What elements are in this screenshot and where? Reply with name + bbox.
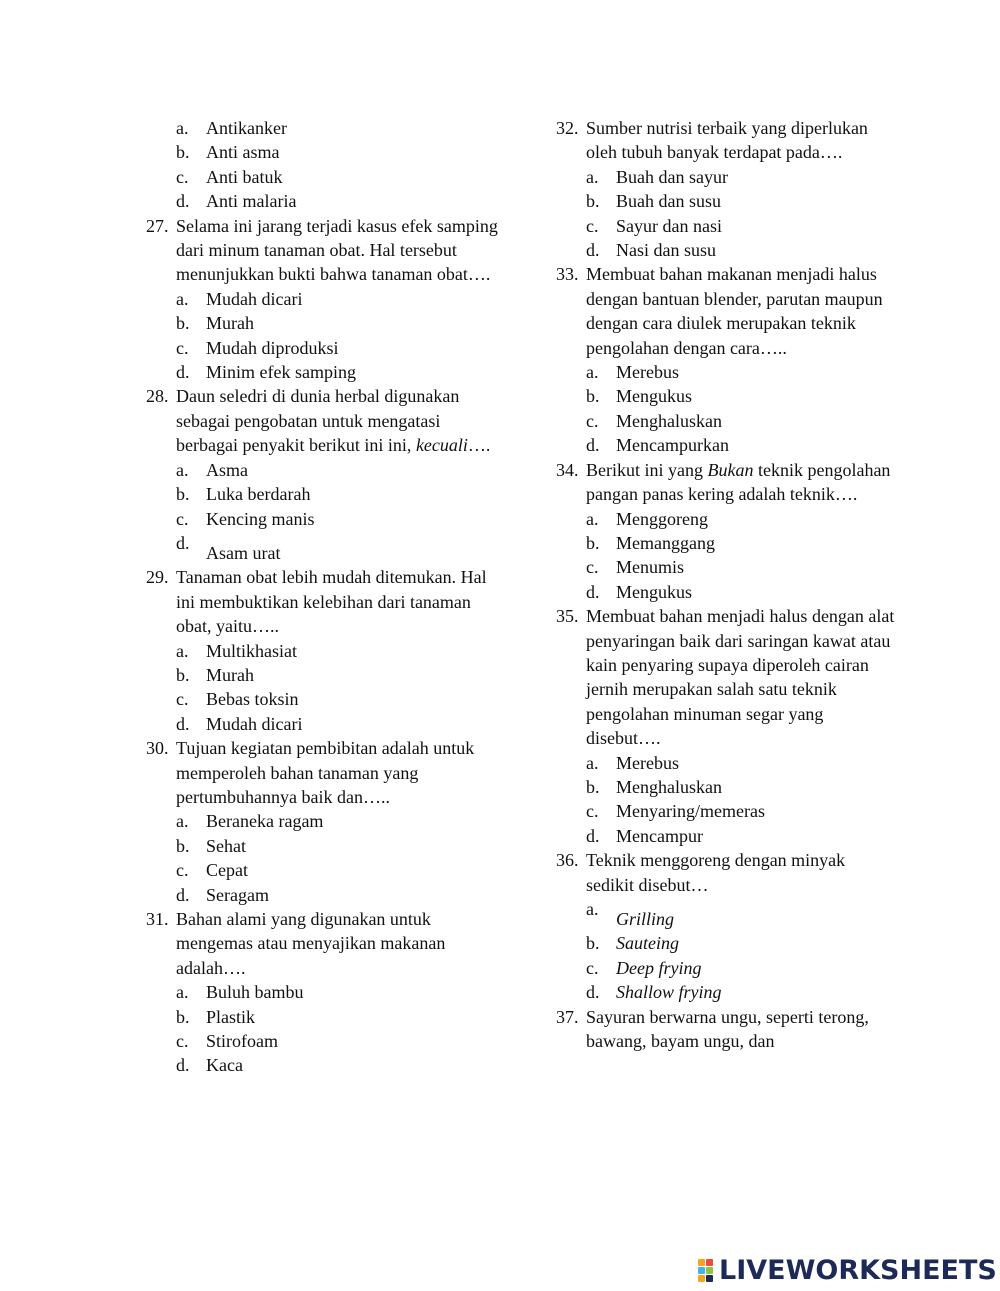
right-column — [556, 116, 896, 1053]
question-text: Daun seledri di dunia herbal digunakan sebagai pengobatan untuk mengatasi berbagai penyakit berikut ini ini, — [176, 386, 460, 456]
option-letter: c. — [176, 508, 189, 529]
question-number: 32. — [556, 118, 579, 138]
answer-option[interactable] — [556, 189, 896, 213]
option-letter: b. — [176, 664, 190, 685]
option-text: Mudah diproduksi — [206, 337, 339, 358]
option-text: Murah — [206, 313, 254, 334]
option-text: Cepat — [206, 860, 248, 881]
option-text: Kaca — [206, 1055, 243, 1076]
answer-option[interactable] — [146, 1053, 506, 1077]
option-text: Anti batuk — [206, 166, 283, 187]
left-column — [146, 116, 506, 1078]
option-letter: c. — [586, 957, 599, 978]
question-number: 31. — [146, 909, 169, 929]
answer-option[interactable] — [146, 687, 506, 711]
option-letter: a. — [176, 288, 189, 309]
answer-option[interactable] — [146, 507, 506, 531]
option-text: Stirofoam — [206, 1031, 278, 1052]
option-text: Asam urat — [206, 542, 281, 563]
question-text: Teknik menggoreng dengan minyak sedikit disebut… — [586, 850, 846, 895]
answer-option[interactable] — [556, 507, 896, 531]
question-text: Sayuran berwarna ungu, seperti terong, bawang, bayam ungu, dan — [586, 1006, 869, 1052]
option-text: Asma — [206, 459, 248, 480]
answer-option[interactable] — [146, 360, 506, 384]
answer-option[interactable] — [146, 531, 506, 565]
option-letter: c. — [176, 689, 189, 710]
answer-option[interactable] — [556, 956, 896, 980]
option-letter: b. — [586, 933, 600, 954]
option-letter: a. — [176, 459, 189, 480]
option-letter: c. — [586, 410, 599, 431]
option-text: Sehat — [206, 835, 246, 856]
option-letter: c. — [176, 337, 189, 358]
answer-option[interactable] — [146, 189, 506, 213]
option-letter: d. — [176, 532, 190, 553]
answer-option[interactable] — [146, 140, 506, 164]
emphasis-text: kecuali — [415, 435, 468, 456]
answer-option[interactable] — [556, 555, 896, 579]
option-text: Menyaring/memeras — [616, 801, 765, 822]
option-letter: c. — [586, 801, 599, 822]
question-text: Sumber nutrisi terbaik yang diperlukan oleh tubuh banyak terdapat pada…. — [586, 118, 868, 163]
option-text: Merebus — [616, 362, 679, 383]
question-number: 33. — [556, 264, 579, 285]
question-number: 27. — [146, 215, 169, 236]
answer-option[interactable] — [146, 663, 506, 687]
option-text: Beraneka ragam — [206, 811, 324, 832]
answer-option[interactable] — [556, 931, 896, 955]
question-text: Bahan alami yang digunakan untuk mengemas atau menyajikan makanan adalah…. — [176, 909, 446, 978]
option-text: Nasi dan susu — [616, 240, 716, 261]
option-text: Plastik — [206, 1006, 256, 1027]
option-text: Menghaluskan — [616, 410, 722, 431]
option-letter: b. — [176, 835, 190, 856]
option-text: Mudah dicari — [206, 288, 303, 309]
answer-option[interactable] — [146, 1005, 506, 1029]
option-text: Merebus — [616, 752, 679, 773]
question-text-tail: …. — [467, 435, 491, 456]
answer-option[interactable] — [146, 639, 506, 663]
question-text: Membuat bahan makanan menjadi halus dengan bantuan blender, parutan maupun dengan cara diulek merupakan teknik pengolahan dengan cara….. — [586, 264, 883, 358]
emphasis-text: Shallow frying — [616, 982, 722, 1003]
answer-option[interactable] — [556, 980, 896, 1004]
question-27 — [146, 214, 506, 287]
option-letter: b. — [176, 484, 190, 505]
option-text: Mengukus — [616, 386, 692, 407]
option-letter: b. — [586, 532, 600, 553]
question-29 — [146, 565, 506, 638]
option-text: Bebas toksin — [206, 689, 299, 710]
option-text: Murah — [206, 664, 254, 685]
option-letter: a. — [176, 811, 189, 832]
option-letter: a. — [176, 118, 189, 138]
answer-option[interactable] — [146, 712, 506, 736]
option-text: Memanggang — [616, 532, 715, 553]
option-letter: c. — [176, 860, 189, 881]
option-letter: d. — [176, 362, 190, 383]
question-31 — [146, 907, 506, 980]
option-letter: d. — [176, 191, 190, 212]
logo-text: LIVEWORKSHEETS — [719, 1254, 997, 1286]
option-letter: b. — [176, 142, 190, 163]
answer-option[interactable] — [556, 751, 896, 775]
answer-option[interactable] — [146, 116, 506, 140]
option-letter: a. — [586, 899, 599, 919]
answer-option[interactable] — [556, 897, 896, 931]
option-letter: a. — [586, 362, 599, 383]
option-letter: d. — [176, 1055, 190, 1076]
answer-option[interactable] — [146, 165, 506, 189]
option-text: Menumis — [616, 557, 685, 578]
question-number: 35. — [556, 606, 579, 627]
option-text: Anti malaria — [206, 191, 297, 212]
option-text: Multikhasiat — [206, 640, 297, 661]
option-text: Anti asma — [206, 142, 280, 163]
option-text: Buah dan susu — [616, 191, 721, 212]
option-text: Antikanker — [206, 118, 287, 138]
answer-option[interactable] — [556, 580, 896, 604]
option-text: Luka berdarah — [206, 484, 311, 505]
answer-option[interactable] — [556, 360, 896, 384]
liveworksheets-logo-icon — [698, 1259, 713, 1282]
question-number: 28. — [146, 386, 169, 407]
answer-option[interactable] — [146, 482, 506, 506]
option-letter: a. — [176, 640, 189, 661]
answer-option[interactable] — [146, 336, 506, 360]
option-letter: b. — [586, 776, 600, 797]
question-36 — [556, 848, 896, 897]
option-text: Mencampurkan — [616, 435, 729, 456]
option-letter: d. — [176, 884, 190, 905]
question-number: 30. — [146, 738, 169, 759]
question-32 — [556, 116, 896, 165]
option-text: Seragam — [206, 884, 269, 905]
answer-option[interactable] — [556, 824, 896, 848]
question-text-tail: teknik pengolahan pangan panas kering adalah teknik…. — [586, 459, 891, 505]
emphasis-text: Grilling — [616, 909, 675, 929]
answer-option[interactable] — [556, 409, 896, 433]
option-letter: b. — [176, 313, 190, 334]
question-number: 34. — [556, 459, 579, 480]
option-letter: c. — [176, 1031, 189, 1052]
answer-option[interactable] — [556, 799, 896, 823]
question-35 — [556, 604, 896, 750]
question-34 — [556, 458, 896, 507]
answer-option[interactable] — [146, 1029, 506, 1053]
option-letter: d. — [586, 581, 600, 602]
answer-option[interactable] — [146, 883, 506, 907]
answer-option[interactable] — [146, 980, 506, 1004]
option-letter: d. — [586, 825, 600, 846]
option-text: Buah dan sayur — [616, 166, 728, 187]
option-text: Buluh bambu — [206, 982, 304, 1003]
option-letter: c. — [586, 557, 599, 578]
option-letter: d. — [586, 240, 600, 261]
question-33 — [556, 262, 896, 360]
answer-option[interactable] — [556, 165, 896, 189]
option-letter: c. — [176, 166, 189, 187]
option-letter: a. — [586, 166, 599, 187]
emphasis-text: Deep frying — [616, 957, 702, 978]
answer-option[interactable] — [556, 384, 896, 408]
question-number: 36. — [556, 850, 579, 871]
answer-option[interactable] — [556, 433, 896, 457]
option-letter: b. — [586, 386, 600, 407]
liveworksheets-logo[interactable] — [698, 1255, 997, 1285]
question-37 — [556, 1005, 896, 1054]
question-text: Selama ini jarang terjadi kasus efek samping dari minum tanaman obat. Hal tersebut menunjukkan bukti bahwa tanaman obat…. — [176, 215, 498, 285]
answer-option[interactable] — [556, 238, 896, 262]
option-text: Menggoreng — [616, 508, 708, 529]
option-letter: a. — [176, 982, 189, 1003]
option-letter: d. — [176, 713, 190, 734]
answer-option[interactable] — [146, 287, 506, 311]
option-text: Kencing manis — [206, 508, 315, 529]
option-text: Mencampur — [616, 825, 703, 846]
answer-option[interactable] — [146, 311, 506, 335]
question-28 — [146, 384, 506, 457]
option-letter: d. — [586, 982, 600, 1003]
question-30 — [146, 736, 506, 809]
option-text: Minim efek samping — [206, 362, 356, 383]
option-text: Sayur dan nasi — [616, 215, 722, 236]
option-letter: a. — [586, 752, 599, 773]
option-letter: a. — [586, 508, 599, 529]
question-number: 29. — [146, 567, 169, 588]
answer-option[interactable] — [146, 458, 506, 482]
answer-option[interactable] — [556, 531, 896, 555]
question-text: Tanaman obat lebih mudah ditemukan. Hal ini membuktikan kelebihan dari tanaman obat, yaitu….. — [176, 567, 487, 637]
emphasis-text: Bukan — [707, 459, 754, 480]
option-text: Mudah dicari — [206, 713, 303, 734]
option-letter: d. — [586, 435, 600, 456]
option-text: Mengukus — [616, 581, 692, 602]
answer-option[interactable] — [146, 858, 506, 882]
option-text: Menghaluskan — [616, 776, 722, 797]
emphasis-text: Sauteing — [616, 933, 679, 954]
question-text: Membuat bahan menjadi halus dengan alat penyaringan baik dari saringan kawat atau kain penyaring supaya diperoleh cairan jernih merupakan salah satu teknik pengolahan minuman segar yang disebut…. — [586, 606, 895, 749]
question-number: 37. — [556, 1006, 579, 1027]
answer-option[interactable] — [146, 834, 506, 858]
option-letter: b. — [586, 191, 600, 212]
answer-option[interactable] — [146, 809, 506, 833]
answer-option[interactable] — [556, 214, 896, 238]
question-text: Berikut ini yang — [586, 459, 708, 480]
option-letter: b. — [176, 1006, 190, 1027]
answer-option[interactable] — [556, 775, 896, 799]
option-letter: c. — [586, 215, 599, 236]
question-text: Tujuan kegiatan pembibitan adalah untuk memperoleh bahan tanaman yang pertumbuhannya baik dan….. — [176, 738, 475, 807]
